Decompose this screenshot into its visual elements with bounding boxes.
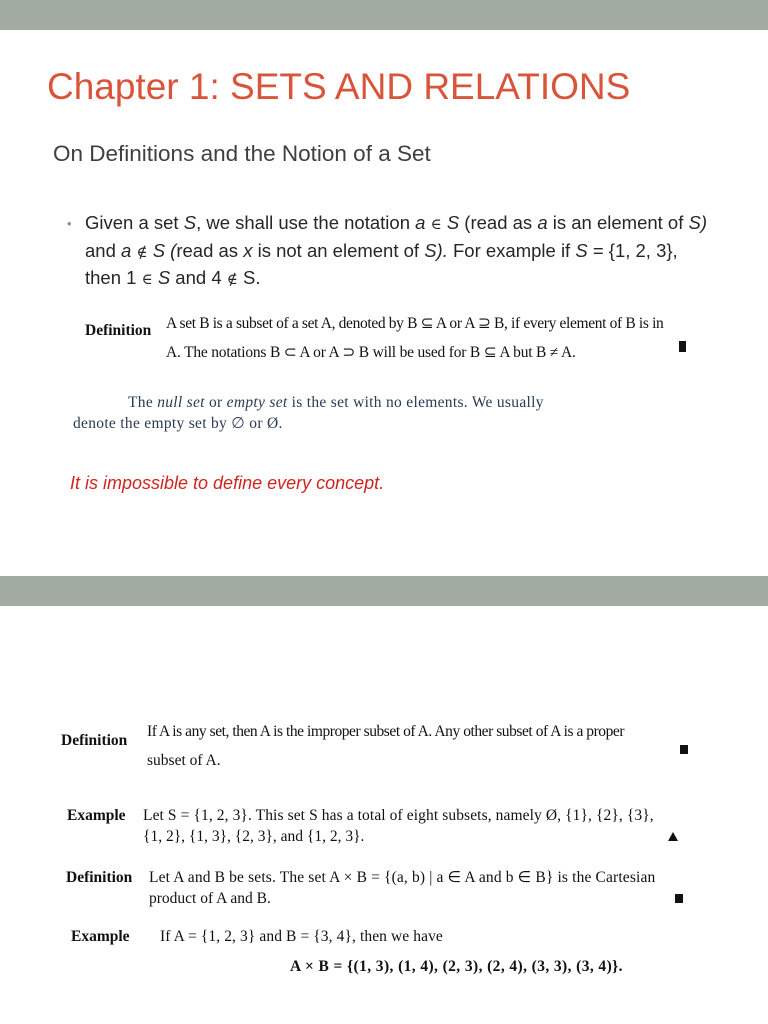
definition-label: Definition	[61, 732, 128, 749]
slide-subtitle: On Definitions and the Notion of a Set	[53, 141, 431, 166]
not-element-of-symbol: ∉	[136, 242, 148, 261]
slide-divider-bar	[0, 576, 768, 606]
math-var: a	[415, 212, 426, 233]
math-var: S).	[424, 239, 448, 261]
text-run: (read as	[459, 212, 538, 233]
text-run: is the set with no elements. We usually	[287, 394, 544, 411]
null-set-line: denote the empty set by ∅ or Ø.	[73, 415, 283, 432]
text-run: = {1, 2, 3}, then 1	[85, 239, 678, 288]
not-element-of-symbol: ∉	[226, 270, 238, 288]
slide-title: Chapter 1: SETS AND RELATIONS	[47, 66, 631, 107]
text-run: is not an element of	[252, 239, 425, 261]
example-label: Example	[67, 807, 126, 824]
math-var: S	[575, 239, 588, 261]
math-var: x	[243, 239, 253, 261]
math-var: S	[157, 267, 171, 288]
example-line: Let S = {1, 2, 3}. This set S has a total of eight subsets, namely Ø, {1}, {2}, {3},	[143, 807, 654, 824]
cartesian-product-result: A × B = {(1, 3), (1, 4), (2, 3), (2, 4), (3, 3), (3, 4)}.	[290, 958, 623, 975]
definition-line: If A is any set, then A is the improper subset of A. Any other subset of A is a proper	[147, 723, 625, 740]
null-set-paragraph	[73, 392, 673, 434]
math-var: S)	[688, 212, 707, 233]
math-var: a	[537, 212, 548, 233]
note-text: It is impossible to define every concept.	[70, 473, 385, 493]
definition-label: Definition	[66, 869, 133, 886]
bullet-item	[67, 210, 707, 293]
example-line: {1, 2}, {1, 3}, {2, 3}, and {1, 2, 3}.	[143, 828, 365, 845]
definition-line: A. The notations B ⊂ A or A ⊃ B will be used for B ⊆ A but B ≠ A.	[166, 344, 576, 361]
definition-line: A set B is a subset of a set A, denoted by B ⊆ A or A ⊇ B, if every element of B is in	[166, 315, 664, 332]
math-var: S (	[152, 239, 177, 261]
text-run: or	[204, 394, 227, 411]
term-null-set: null set	[157, 394, 205, 411]
term-empty-set: empty set	[226, 394, 288, 411]
end-of-example-mark	[668, 832, 678, 841]
end-of-definition-mark	[679, 341, 686, 352]
definition-label: Definition	[85, 322, 152, 339]
text-run: For example if	[447, 239, 576, 261]
definition-line: product of A and B.	[149, 890, 271, 907]
definition-line: subset of A.	[147, 752, 221, 769]
math-var: a	[121, 239, 132, 261]
text-run: read as	[176, 239, 244, 261]
element-of-symbol: ∈	[430, 215, 442, 233]
text-run: S.	[237, 267, 261, 288]
math-var: S	[183, 212, 197, 233]
slide-top-bar	[0, 0, 768, 30]
end-of-definition-mark	[675, 894, 683, 903]
text-run: The	[128, 394, 158, 411]
null-set-line	[73, 392, 673, 413]
math-var: S	[446, 212, 460, 233]
definition-line: Let A and B be sets. The set A × B = {(a, b) | a ∈ A and b ∈ B} is the Cartesian	[149, 869, 656, 886]
text-run: is an element of	[547, 212, 689, 233]
end-of-definition-mark	[680, 745, 688, 754]
text-run: , we shall use the notation	[196, 212, 416, 233]
bullet-text	[85, 210, 707, 293]
text-run: and 4	[170, 267, 227, 288]
example-label: Example	[71, 928, 130, 945]
element-of-symbol: ∈	[141, 270, 153, 288]
text-run: and	[85, 239, 122, 261]
text-run: Given a set	[85, 212, 184, 233]
bullet-marker: •	[67, 216, 72, 231]
example-line: If A = {1, 2, 3} and B = {3, 4}, then we have	[160, 928, 443, 945]
